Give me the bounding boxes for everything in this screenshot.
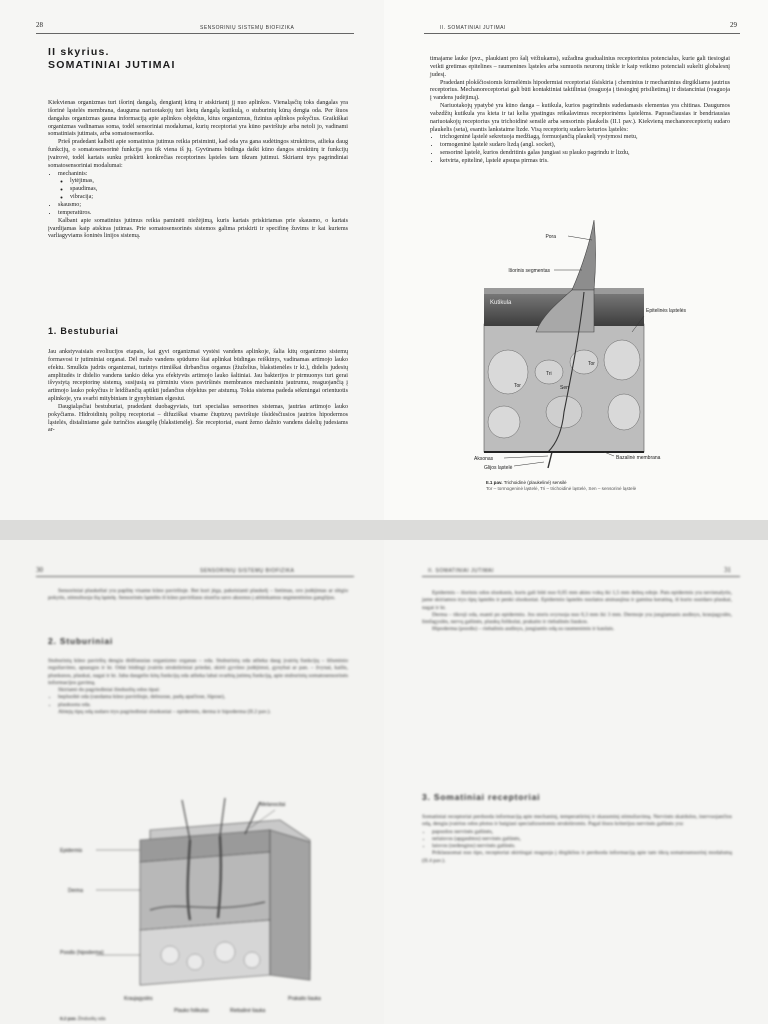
cells-list bbox=[430, 134, 730, 165]
paragraph: Sensoriniai plaukeliai yra paplitę visame kūno paviršiuje. Bet kuri jėga, pakeisianti plaukelį – lietimas, oro judėjimas ar slėgio pokytis, stimuliuoja šią ląstelę. Sensorinės ląstelės iš kūno paviršiaus siunčia savo aksonus į atitinkamus segmentinius ganglijus. bbox=[48, 588, 348, 602]
caption-number: II.2 pav. bbox=[60, 1016, 77, 1021]
header-rule bbox=[422, 576, 740, 577]
list-item: • sensorinė ląstelė, kurios dendritinis galas jungiasi su plauko pagrindu ir lizdu, bbox=[440, 150, 730, 158]
label-melanocytes: Melanocitai bbox=[260, 802, 286, 808]
paragraph: Derma – tikroji oda, esanti po epidermiu. Jos storis svyruoja nuo 0,3 mm iki 3 mm. Dermoje yra jungiamasis audinys, kraujagyslės, limfagyslės, nervų galūnės, plaukų folikulai, prakaito ir riebalinės liaukos. bbox=[422, 611, 732, 626]
header-rule bbox=[36, 576, 354, 577]
list-item: • tormogeninė ląstelė sudaro lizdą (angl. socket), bbox=[440, 142, 730, 150]
list-item: • trichogeninė ląstelė sekretuoja medžiagą, formuojančią plaukelį vystymosi metu, bbox=[440, 134, 730, 142]
list-item: • temperatūros. bbox=[58, 210, 348, 218]
epithelial-cell bbox=[604, 340, 640, 380]
body-text bbox=[422, 590, 732, 634]
paragraph: Hipoderma (poodis) – riebalinis audinys, jungiantis odą su raumenimis ir kaulais. bbox=[432, 626, 615, 633]
list-item: • nelaisvos (apgaubtos) nervinės galūnės, bbox=[432, 836, 732, 843]
label-epidermis: Epidermis bbox=[60, 848, 83, 854]
list-item: ◦ spaudimas, bbox=[70, 186, 348, 194]
receptor-list bbox=[422, 829, 732, 851]
paragraph: Epidermis – išorinis odos sluoksnis, kuris gali būti nuo 0,05 mm akies vokų iki 1,5 mm delnų odoje. Pats epidermis yra nevienalytis, jame skiriamos trys tipų ląstelės ir penki sluoksniai. Epidermio ląstelės nuolatos atsinaujina ir gamina keratiną, iš kurio susidaro plaukai, nagai ir kt. bbox=[422, 590, 732, 611]
section-text bbox=[48, 658, 348, 716]
sensilla-figure bbox=[444, 212, 744, 472]
list-item: • skausmo; bbox=[58, 202, 348, 210]
section-heading: 1. Bestuburiai bbox=[48, 326, 119, 336]
intro-text bbox=[48, 100, 348, 241]
paragraph: Abiejų tipų odą sudaro trys pagrindiniai sluoksniai – epidermis, derma ir hipoderma (II.2 pav.). bbox=[58, 709, 271, 716]
figure-caption bbox=[60, 1016, 260, 1022]
label-tor-1: Tor bbox=[514, 383, 521, 389]
modalities-list bbox=[48, 171, 348, 218]
running-head: II. SOMATINIAI JUTIMAI bbox=[440, 25, 506, 31]
mechanical-sublist bbox=[58, 178, 348, 202]
paragraph: Skiriami du pagrindiniai žinduolių odos tipai: bbox=[58, 687, 161, 694]
page-30 bbox=[0, 540, 384, 1024]
label-epithelial: Epitelinės ląstelės bbox=[646, 308, 687, 314]
label-dermis: Derma bbox=[68, 888, 84, 894]
label-cuticle: Kutikula bbox=[490, 300, 512, 306]
caption-text: Trichoidinė (plaukelinė) sensilė bbox=[503, 480, 567, 485]
page-number: 29 bbox=[730, 21, 737, 29]
label-pora: Pora bbox=[545, 234, 556, 240]
list-item: • ketvirta, epitelinė, ląstelė apsupa pirmas tris. bbox=[440, 158, 730, 166]
epithelial-cell bbox=[608, 394, 640, 430]
body-text bbox=[48, 588, 348, 603]
section-text bbox=[422, 814, 732, 865]
page-gap bbox=[0, 520, 768, 540]
paragraph: Somatiniai receptoriai perduoda informaciją apie mechaninį, temperatūrinį ir skausminį stimuliavimą. Nervinės skaidulos, inervuojančios odą, dengia įvairius odos plotus ir baigiasi specializuotomis struktūromis. Pagal šiuos kriterijus nervinės galūnės yra: bbox=[422, 814, 732, 828]
paragraph: Priklausomai nuo tipo, receptoriai skirtingai reaguoja į dirgiklius ir perduoda informaciją apie tam tikrą somatosensorinį modalumą (II.4 pav.). bbox=[422, 850, 732, 864]
header-rule bbox=[36, 33, 354, 34]
page-number: 28 bbox=[36, 21, 43, 29]
page-number: 30 bbox=[36, 566, 43, 574]
dermis-layer bbox=[140, 852, 270, 930]
label-axon: Aksonas bbox=[474, 456, 494, 462]
list-item: • papuošos nervinės galūnės, bbox=[432, 829, 732, 836]
page-28 bbox=[0, 0, 384, 520]
skin-types-list bbox=[48, 694, 348, 709]
running-head: II. SOMATINIAI JUTIMAI bbox=[428, 568, 494, 574]
paragraph: Pradedant plokščiosiomis kirmėlėmis hipodermiai receptoriai išsiskiria į cheminius ir mechaninius dirgikliams jautrius receptorius. Mechanoreceptoriai gali būti kontaktiniai taktiliniai (reaguoja į tiesioginį prisilietimą) ir distanciniai (reaguoja į vandens judėjimą). bbox=[430, 79, 730, 102]
label-glia: Glijos ląstelė bbox=[484, 465, 513, 471]
label-basal: Bazalinė membrana bbox=[616, 455, 661, 461]
list-item: • plaukuota oda. bbox=[58, 702, 348, 709]
section-heading: 2. Stuburiniai bbox=[48, 636, 114, 646]
label-outer-segment: Išorinis segmentas bbox=[508, 268, 550, 274]
running-head: SENSORINIŲ SISTEMŲ BIOFIZIKA bbox=[200, 25, 295, 31]
list-item: ◦ lytėjimas, bbox=[70, 178, 348, 186]
caption-legend: Tor – tormogeninė ląstelė, Tri – trichoidinė ląstelė, Sen – sensorinė ląstelė bbox=[486, 486, 637, 491]
section-text bbox=[48, 349, 348, 435]
skin-figure bbox=[60, 790, 360, 1020]
page-number: 31 bbox=[724, 566, 731, 574]
body-text bbox=[430, 56, 730, 166]
list-item: • laisvos (nedengtos) nervinės galūnės. bbox=[432, 843, 732, 850]
list-item: ◦ vibracija; bbox=[70, 194, 348, 202]
page-31 bbox=[384, 540, 768, 1024]
figure-caption bbox=[486, 480, 726, 492]
hair-shaft bbox=[572, 220, 596, 290]
label-sen: Sen bbox=[560, 385, 569, 391]
chapter-number: II skyrius. bbox=[48, 46, 110, 58]
header-rule bbox=[424, 33, 740, 34]
label-hypodermis: Poodis (hipoderma) bbox=[60, 950, 104, 956]
paragraph: Jau ankstyvaisiais evoliucijos etapais, kai gyvi organizmai vystėsi vandens aplinkoje, šalia kitų organizmo sistemų formavosi ir jutiminiai organai. Dėl mažo vandens spūdumo šiai aplinkai būdingas reiškinys, vadinamas artimojo lauko efektu. Smulkūs judrūs organizmai, turintys ritmiškai dirbančius organus (žiuželius, blakstienėles ir kt.), didelis judesių amplitudės ir didelio vandens tankio dėka yra efektyvūs artimojo lauko šaltiniai. Jau bakterijos ir pirmuonys turi gerai išvystytą receptorinę sistemą, susijusią su pirminiu visos paviršinės membranos mechaniniu jautrumu, reaguojančią į artimojo lauko pokyčius ir leidžiančią aptikti judančius objektus per atstumą. Tokia sistema padeda sėkmingai orientuotis aplinkoje, yra svarbi mitybiniam ir gynybiniam elgesiui. bbox=[48, 349, 348, 403]
paragraph: Prieš pradedant kalbėti apie somatinius jutimus reikia prisiminti, kad oda yra gana sudėtingos struktūros, atlieka daug funkcijų, o somatosensorinė funkcija yra tik viena iš jų. Gyvūnams būdinga daikt kūno dangos struktūrų ir funkcijų įvairovė, todėl kartais sunku priskirti konkrečias receptorines ląsteles tam tikram jutimui. Skiriami trys pagrindiniai somatosensoriniai modalumai: bbox=[48, 139, 348, 169]
label-tor-2: Tor bbox=[588, 361, 595, 367]
caption-number: II.1 pav. bbox=[486, 480, 503, 485]
paragraph: Stuburinių kūno paviršių dengia didžiausias organizmo organas – oda. Stuburinių oda atlieka daug įvairių funkcijų – šiluminio reguliavimo, apsaugos ir kt. Odai būdingi įvairūs struktūriniai priedai, skirti gyvūno judėjimui, gynybai ar pan. – žvynai, kailis, plunksnos, plaukai, nagai ir kt. Jaba daugelio kitų funkcijų oda atlieka labai svarbią jutimų funkciją, apie stuburinių somatosensorinės informacijos gavimą. bbox=[48, 658, 348, 686]
epithelial-cell bbox=[488, 406, 520, 438]
section-heading: 3. Somatiniai receptoriai bbox=[422, 792, 541, 802]
label-sebaceous: Riebalinė liauka bbox=[230, 1008, 266, 1014]
axon bbox=[548, 452, 552, 468]
chapter-name: SOMATINIAI JUTIMAI bbox=[48, 59, 176, 71]
paragraph: Daugialąsčiai bestuburiai, pradedant duobagyviais, turi specialias sensorines sistemas, jautrias artimojo lauko pokyčiams. Hidroidinių polipų receptoriai – difuziškai visame čiuptuvų paviršiuje išsidėsčiusios jautrios hipodermos ląstelės, distaliniame gale turinčios ataugėlę (blakstienėlę). Šie receptoriai, esant žemo dažnio vandens dalelių judesiams ar- bbox=[48, 403, 348, 434]
label-sweat: Prakaito liauka bbox=[288, 996, 321, 1002]
label-hair-follicle: Plauko folikulas bbox=[174, 1008, 209, 1014]
epithelial-cell bbox=[488, 350, 528, 394]
chapter-title bbox=[48, 46, 176, 72]
cuticle-surface bbox=[484, 288, 644, 294]
paragraph: Kalbant apie somatinius jutimus reikia paminėti niežėjimą, kuris kartais priskiriamas prie skausmo, o kartais įvardijamas kaip atskiras jutimas. Prie somatosensorinės sistemos galima priskirti ir specifinę žuvims ir kai kuriems varliagyviams šoninės linijos sistemą. bbox=[48, 217, 348, 240]
label-vessels: Kraujagyslės bbox=[124, 996, 153, 1002]
page-29 bbox=[384, 0, 768, 520]
list-item: • bepluoštė oda (randama kūno paviršiuje, delnuose, padų apačiose, lūpose), bbox=[58, 694, 348, 701]
running-head: SENSORINIŲ SISTEMŲ BIOFIZIKA bbox=[200, 568, 295, 574]
list-item: • mechaninis: ◦ lytėjimas, ◦ spaudimas, ◦ vibracija; bbox=[58, 171, 348, 202]
caption-text: Žinduolių oda bbox=[77, 1016, 106, 1021]
paragraph: Kiekvienas organizmas turi išorinį dangalą, dengiantį kūną ir atskiriantį jį nuo aplinkos. Vienaląsčių toks dangalas yra išorinė ląstelės membrana, dauguma nariuotakojų turi kietą dangalą kutikulą, o stuburinių kūną dengia oda. Per šiuos dangalus organizmas gauna informaciją apie aplinkos objektus, kitus organizmus, fizinius aplinkos pokyčius. Graikiškai organizmas vadinamas soma, todėl sensoriniai modalumai, kurių receptoriai yra kūno paviršiuje arba netoli jo, vadinami somatiniais jutimais, arba somatosensorika. bbox=[48, 100, 348, 138]
paragraph: timajame lauke (pvz., plaukiant pro šalį vėžiukams), sužadina gradualinius receptorinius potencialus, kurie gali tiesiogiai veikti gretimas epitelines – raumenines ląsteles arba sumuotis neuronų tinkle ir kaip veikimo potenciali sukelti globalesnį judesį. bbox=[430, 56, 730, 78]
paragraph: Nariuotakojų ypatybė yra kūno danga – kutikula, kurios pagrindinis sudedamasis elementas yra chitinas. Daugumos vabzdžių kutikula yra kieta ir tai kelia ypatingus reikalavimus receptorinėms ląstelėms. Paprasčiausias ir bendriausias nariuotakojų receptorius yra trichoidinė sensilė arba sensorinis plaukelis (II.1 pav.). Kiekvieną mechanoreceptorių sudaro plaukelis (seta), esantis lankstaime lizde. Visą receptorių sudaro keturios ląstelės: bbox=[430, 103, 730, 133]
label-tri: Tri bbox=[546, 371, 552, 377]
